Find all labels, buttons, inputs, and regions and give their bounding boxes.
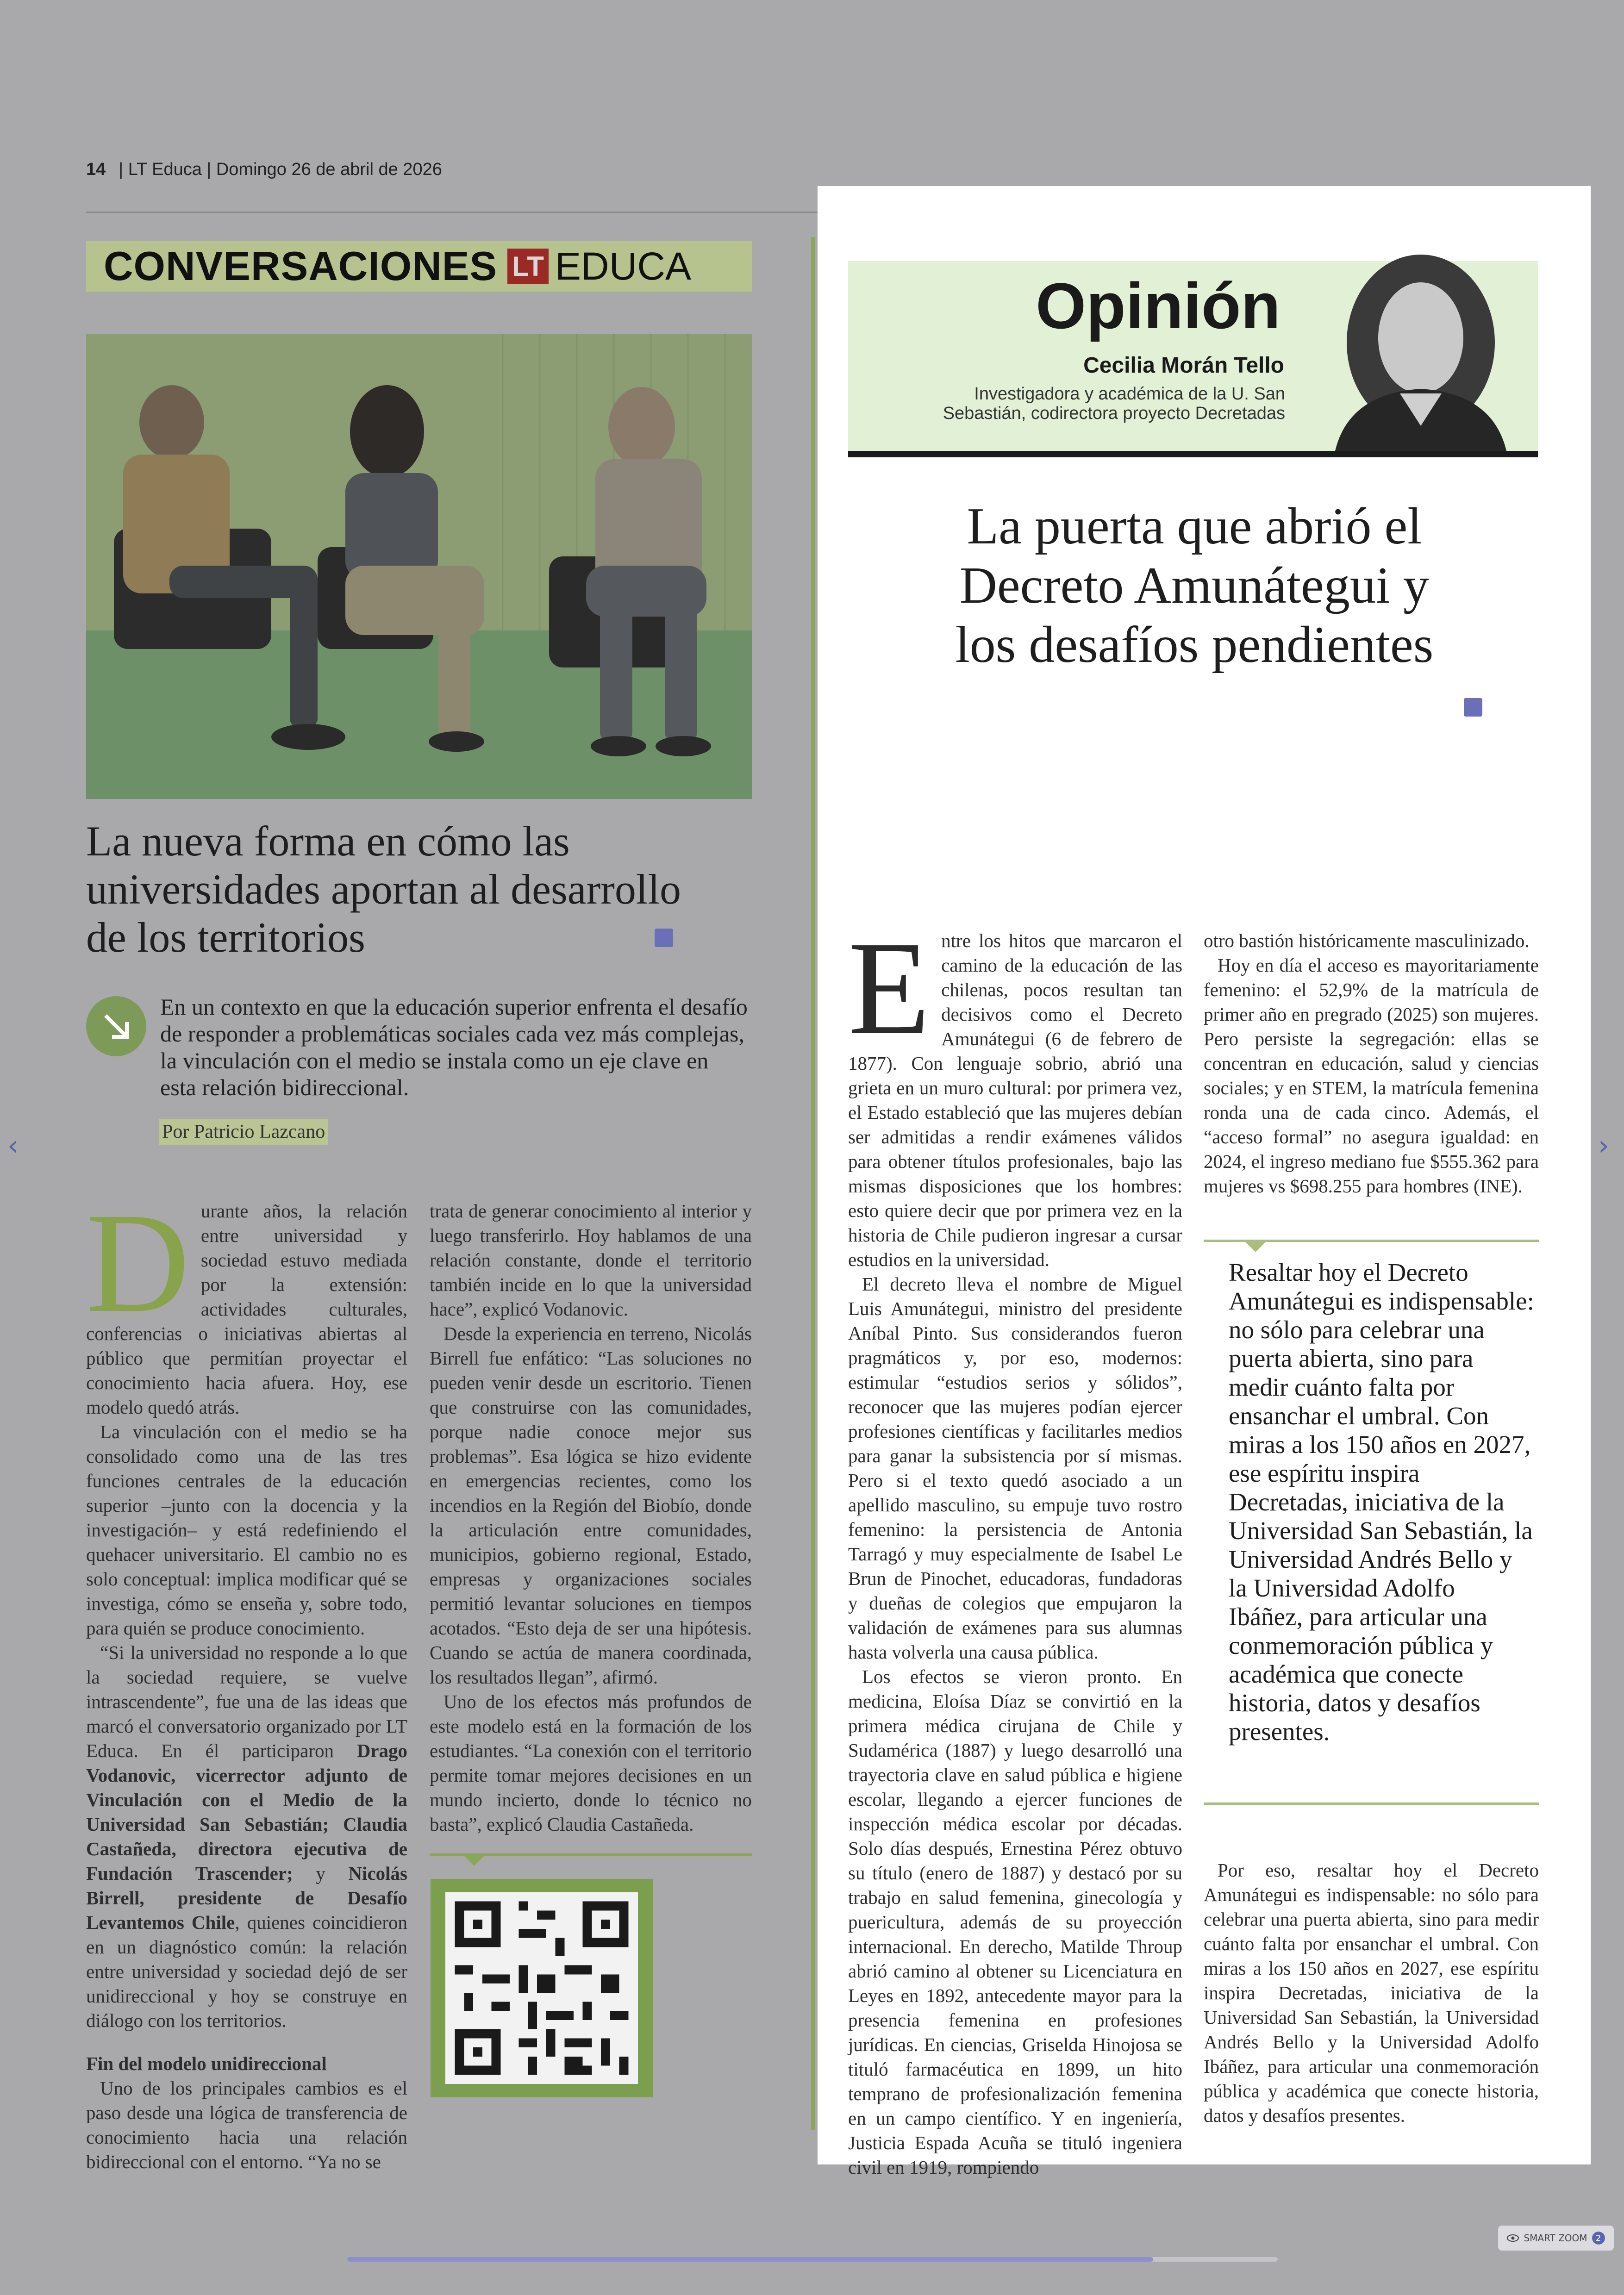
left-article-title: La nueva forma en cómo las universidades aportan al desarrollo de los territorios [86,817,681,961]
smart-zoom-badge: 2 [1592,2232,1605,2245]
pullquote: Resaltar hoy el Decreto Amunátegui es indispensable: no sólo para celebrar una puerta abierta, sino para medir cuánto falta por ensanchar el umbral. Con miras a los 150 años en 2027, ese espíritu inspira Decretadas, iniciativa de la Universidad San Sebastián, la Universidad Andrés Bello y la Universidad Adolfo Ibáñez, para articular una conmemoración pública y académica que conecte historia, datos y desafíos presentes. [1229,1258,1534,1746]
opinion-body-col2 [1204,929,1539,1198]
smart-zoom-button[interactable] [1498,2226,1614,2251]
drop-cap: E [848,914,931,1062]
paragraph: Por eso, resaltar hoy el Decreto Amunátegui es indispensable: no sólo para celebrar una puerta abierta, sino para medir cuánto falta por ensanchar el umbral. Con miras a los 150 años en 2027, ese espíritu inspira Decretadas, iniciativa de la Universidad San Sebastián, la Universidad Andrés Bello y la Universidad Adolfo Ibáñez, para articular una conmemoración pública y académica que conecte historia, datos y desafíos presentes. [1204,1859,1539,2126]
panel-photo [86,334,752,799]
paragraph: otro bastión históricamente masculinizado. [1204,930,1530,951]
section-date: | LT Educa | Domingo 26 de abril de 2026 [119,160,442,179]
paragraph: El decreto lleva el nombre de Miguel Luis Amunátegui, ministro del presidente Aníbal Pinto. Sus considerandos fueron pragmáticos y, por eso, modernos: estimular “estudios serios y sólidos”, reconocer que las mujeres podían ejercer profesiones científicas y facilitarles medios para ganar la subsistencia por sí mismas. Pero si el texto quedó asociado a un apellido masculino, su empuje tuvo rostro femenino: la persistencia de Antonia Tarragó y muy especialmente de Isabel Le Brun de Pinochet, educadoras, fundadoras y dueñas de colegios que empujaron la validación de exámenes para sus alumnas hasta volverla una causa pública. [848,1273,1182,1663]
qr-pointer [464,1856,484,1866]
page-divider [811,237,815,2130]
banner-title: CONVERSACIONES [104,243,498,289]
paragraph: ntre los hitos que marcaron el camino de la educación de las chilenas, pocos resultan tan decisivos como el Decreto Amunátegui (6 de febrero de 1877). Con lenguaje sobrio, abrió una grieta en un muro cultural: por primera vez, el Estado estableció que las mujeres debían ser admitidas a rendir exámenes válidos para obtener títulos profesionales, bajo las mismas disposiciones que los hombres: esto quiere decir que por primera vez en la historia de Chile pudieron ingresar a cursar estudios en la universidad. [848,930,1182,1270]
paragraph: Los efectos se vieron pronto. En medicina, Eloísa Díaz se convirtió en la primera médica cirujana de Chile y Sudamérica (1887) y luego desarrolló una trayectoria clave en salud pública e higiene escolar, llegando a ejercer funciones de inspección médica escolar por décadas. Solo días después, Ernestina Pérez obtuvo su título (enero de 1887) y destacó por su trabajo en salud femenina, ginecología y puericultura, además de su proyección internacional. En derecho, Matilde Throup abrió camino al obtener su Licenciatura en Leyes en 1892, antecedente mayor para la presencia femenina en profesiones jurídicas. En ciencias, Griselda Hinojosa se tituló farmacéutica en 1899, un hito temprano de profesionalización femenina en un campo científico. Y en ingeniería, Justicia Espada Acuña se tituló ingeniera civil en 1919, rompiendo [848,1666,1182,2178]
author-role: Sebastián, codirectora proyecto Decretadas [943,404,1285,423]
page-number: 14 [86,160,106,179]
opinion-article-marker[interactable] [1464,698,1482,717]
opinion-article-title: La puerta que abrió el Decreto Amunátegui y los desafíos pendientes [955,498,1434,674]
paragraph: urante años, la relación entre universidad y sociedad estuvo mediada por la extensión: actividades culturales, conferencias o iniciativas abiertas al público que permitían proyectar el conocimiento hacia afuera. Hoy, ese modelo quedó atrás. [86,1200,407,1418]
participants-bold: Nicolás Birrell, presidente de Desafío Levantemos Chile [86,1863,408,1933]
page-folio [86,160,442,180]
pullquote-rule [1204,1802,1539,1805]
byline: Por Patricio Lazcano [159,1119,328,1145]
author-name: Cecilia Morán Tello [1083,353,1284,378]
left-body-col1 [86,1184,408,2174]
opinion-body-col1 [848,914,1182,2180]
left-article-marker[interactable] [655,929,673,947]
paragraph: Uno de los efectos más profundos de este modelo está en la formación de los estudiantes. “La conexión con el territorio permite tomar mejores decisiones en un mundo incierto, donde lo técnico no basta”, explicó Claudia Castañeda. [430,1691,752,1835]
paragraph: La vinculación con el medio se ha consolidado como una de las tres funciones centrales de la educación superior –junto con la docencia y la investigación– y está redefiniendo el quehacer universitario. El cambio no es solo conceptual: implica modificar qué se investiga, cómo se enseña y, sobre todo, para quién se produce conocimiento. [86,1421,407,1639]
drop-cap: D [86,1184,190,1342]
pullquote-pointer [1245,1242,1266,1252]
eye-icon [1507,2234,1519,2242]
arrow-down-right-icon [86,996,146,1056]
left-body-col2 [430,1199,752,1837]
author-role: Investigadora y académica de la U. San [974,384,1285,404]
qr-code[interactable] [445,1892,638,2084]
panel-illustration [86,334,752,799]
paragraph: “Si la universidad no responde a lo que la sociedad requiere, se vuelve intrascendente”, fue una de las ideas que marcó el conversatorio organizado por LT Educa. En él participaron Drago Vodanovic, vicerrector adjunto de Vinculación con el Medio de la Universidad San Sebastián; Claudia Castañeda, directora ejecutiva de Fundación Trascender; y Nicolás Birrell, presidente de Desafío Levantemos Chile, quienes coincidieron en un diagnóstico común: la relación entre universidad y sociedad dejó de ser unidireccional y hoy se construye en diálogo con los territorios. [86,1642,408,2031]
paragraph: trata de generar conocimiento al interior y luego transferirlo. Hoy hablamos de una relación constante, donde el territorio también incide en lo que la universidad hace”, explicó Vodanovic. [430,1200,752,1320]
left-article-lead: En un contexto en que la educación superior enfrenta el desafío de responder a problemáticas sociales cada vez más complejas, la vinculación con el medio se instala como un eje clave en esta relación bidireccional. [160,994,748,1100]
smart-zoom-label: SMART ZOOM [1524,2233,1587,2244]
previous-page-button[interactable]: ‹ [7,1129,19,1162]
lt-logo: LT [507,249,549,284]
paragraph: Uno de los principales cambios es el paso desde una lógica de transferencia de conocimiento hacia una relación bidireccional con el entorno. “Ya no se [86,2077,407,2172]
participants-bold: Drago Vodanovic, vicerrector adjunto de Vinculación con el Medio de la Universidad San Sebastián; Claudia Castañeda, directora ejecutiva de Fundación Trascender; [86,1740,407,1884]
opinion-body-col2-end [1204,1858,1539,2128]
paragraph: Hoy en día el acceso es mayoritariamente femenino: el 52,9% de la matrícula de primer año en pregrado (2025) son mujeres. Pero persiste la segregación: ellas se concentran en educación, salud y ciencias sociales; y en STEM, la matrícula femenina ronda una de cada cinco. Además, el “acceso formal” no asegura igualdad: en 2024, el ingreso mediano fue $555.362 para mujeres vs $698.255 para hombres (INE). [1204,954,1539,1197]
banner-educa: EDUCA [555,244,692,288]
subheading: Fin del modelo unidireccional [86,2053,327,2074]
conversaciones-banner [86,241,752,292]
author-portrait [1317,241,1520,451]
page-progress-fill [347,2257,1153,2262]
next-page-button[interactable]: › [1598,1129,1609,1162]
opinion-section-title: Opinión [1036,269,1280,342]
opinion-header-bar [848,451,1538,457]
paragraph: Desde la experiencia en terreno, Nicolás Birrell fue enfático: “Las soluciones no pueden venir desde un escritorio. Tienen que construirse con las comunidades, porque nadie conoce mejor sus problemas”. Esa lógica se hizo evidente en emergencias recientes, como los incendios en la Región del Biobío, donde la articulación entre comunidades, municipios, gobierno regional, Estado, empresas y organizaciones sociales permitió levantar soluciones en tiempos acotados. “Esto deja de ser una hipótesis. Cuando se actúa de manera coordinada, los resultados llegan”, afirmó. [430,1323,752,1688]
